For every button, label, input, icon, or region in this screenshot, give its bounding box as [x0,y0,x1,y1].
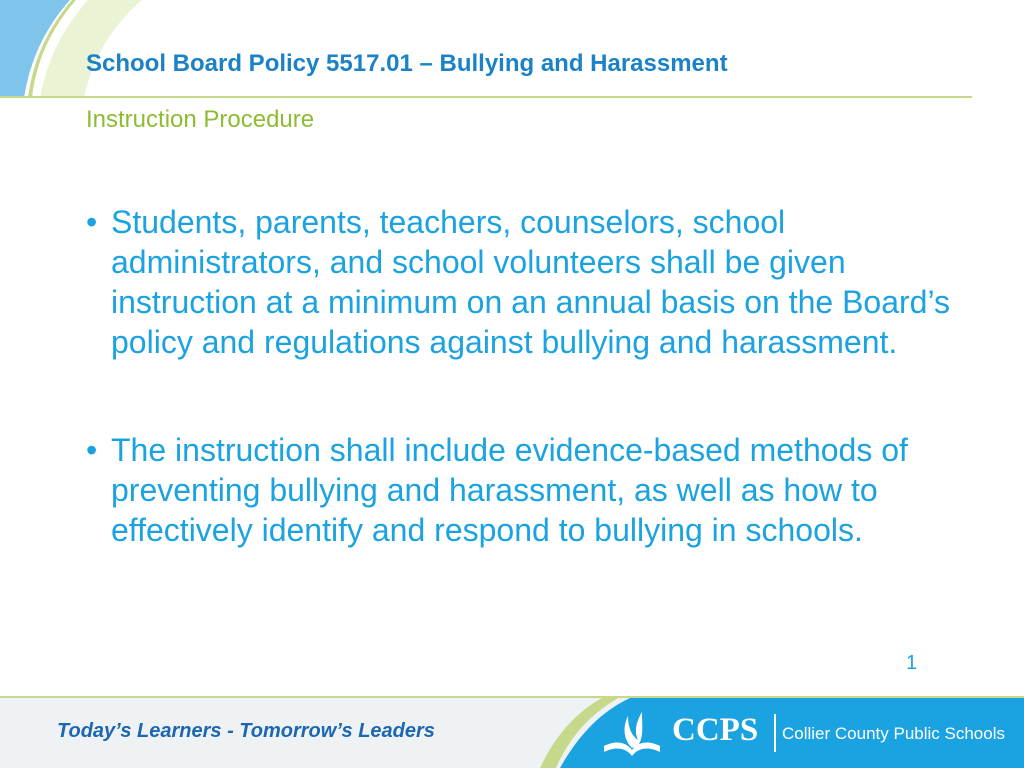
header-divider [0,96,972,98]
bullet-list [86,202,976,550]
ccps-logo-icon [598,702,666,764]
bullet-dot-icon: • [86,204,98,240]
slide-title: School Board Policy 5517.01 – Bullying and Harassment [86,50,728,77]
logo-divider [774,714,776,752]
bullet-item [86,430,976,550]
bullet-item [86,202,976,362]
slide-subtitle: Instruction Procedure [86,106,315,133]
logo-acronym: CCPS [672,712,759,748]
logo-name: Collier County Public Schools [782,724,1005,743]
footer-tagline: Today’s Learners - Tomorrow’s Leaders [57,720,435,742]
bullet-text: Students, parents, teachers, counselors, school administrators, and school volunteers shall be given instruction at a minimum on an annual basis on the Board’s policy and regulations against bullying and harassment. [111,204,950,360]
bullet-dot-icon: • [86,432,98,468]
page-number: 1 [906,652,918,674]
bullet-text: The instruction shall include evidence-based methods of preventing bullying and harassment, as well as how to effectively identify and respond to bullying in schools. [111,432,908,548]
